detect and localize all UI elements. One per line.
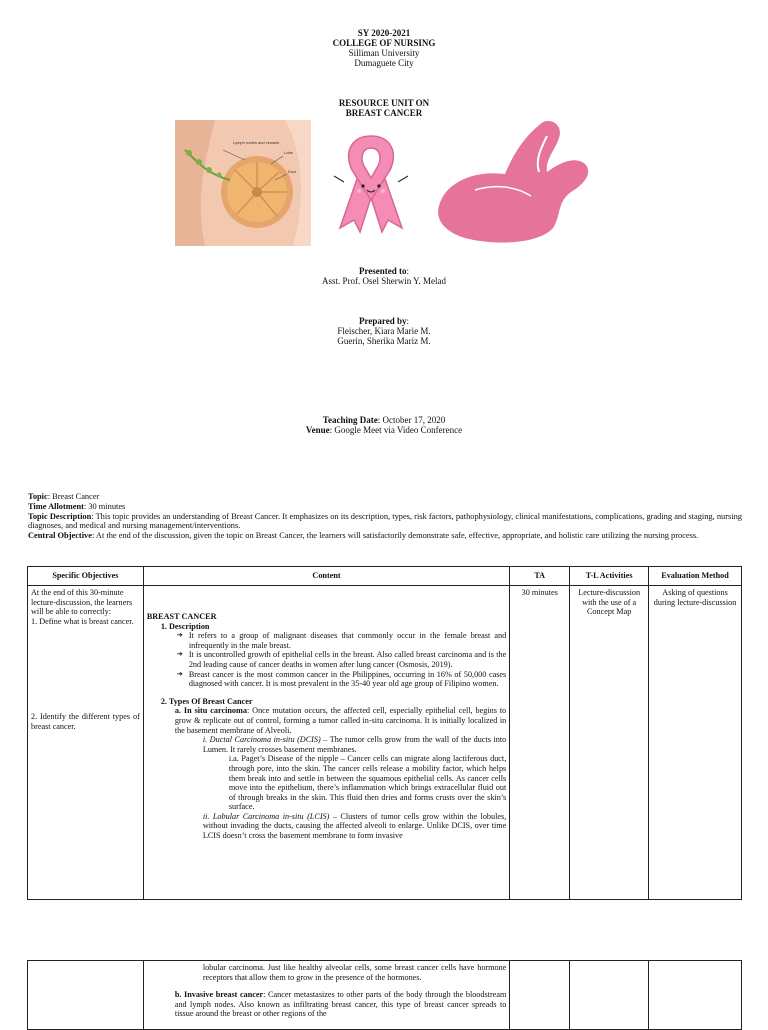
header-evaluation: Evaluation Method (649, 567, 742, 586)
table-header-row (28, 567, 742, 586)
ta-cell: 30 minutes (510, 586, 570, 900)
paget-text: i.a. Paget’s Disease of the nipple – Cancer cells can migrate along lactiferous duct, through pore, into the skin. The cancer cells release a mobility factor, which helps them break into and settle in between the squamous epithelial cells. As cancer cells move into the epithelium, there’s inflammation which brings extracellular fluid out of through breaks in the skin. This fluid then dries and forms crusts over the skin’s surface. (228, 754, 507, 812)
description-item-3: ➔ Breast cancer is the most common cancer in the Philippines, occurring in 16% of 50,000 cases diagnosed with cancer. It is most prevalent in the 35-40 year old age group of Filipino women. (147, 670, 506, 689)
presented-name: Asst. Prof. Osel Sherwin Y. Melad (322, 276, 446, 286)
topic-value: : Breast Cancer (47, 492, 100, 501)
eval-cell-continued (649, 961, 742, 1030)
objective-label: Central Objective (28, 531, 92, 541)
content-cell-continued (143, 961, 510, 1030)
invasive-text: : Cancer metastasizes to other parts of the body through the bloodstream and lymph nodes. Also known as infiltrating breast cancer, this type of breast cancer spreads to tissue around the breast or other regions of the (174, 990, 507, 1019)
teaching-date: : October 17, 2020 (377, 415, 446, 425)
header-content: Content (143, 567, 509, 586)
city-name: Dumaguete City (354, 58, 414, 68)
description-label: Topic Description (28, 511, 92, 521)
lcis-continued: lobular carcinoma. Just like healthy alveolar cells, some breast cancer cells have hormone receptors that allow them to grow in the presence of the hormones. (202, 963, 507, 982)
school-year: SY 2020-2021 (357, 28, 411, 38)
header-ta: TA (510, 567, 570, 586)
presented-label: Presented to (358, 266, 407, 276)
anatomy-label-lobe: Lobe (284, 150, 293, 155)
objectives-intro: At the end of this 30-minute lecture-discussion, the learners will be able to correctly: (31, 588, 133, 617)
insitu-label: a. In situ carcinoma (174, 706, 247, 716)
dcis-label: i. Ductal Carcinoma in-situ (DCIS) (202, 735, 321, 745)
presented-to-block: Presented to: Asst. Prof. Osel Sherwin Y. Melad (0, 266, 768, 286)
description-item-1: ➔ It refers to a group of malignant diseases that commonly occur in the female breast and infrequently in the male breast. (147, 631, 506, 650)
teaching-date-label: Teaching Date (322, 415, 378, 425)
ta-cell-continued (510, 961, 570, 1030)
prepared-label: Prepared by (359, 316, 407, 326)
resource-line-1: RESOURCE UNIT ON (338, 98, 430, 108)
dcis-text: – The tumor cells grow from the wall of the ducts into Lumen. It rarely crosses basement membranes. (202, 735, 507, 754)
time-value: : 30 minutes (83, 501, 126, 511)
invasive-label: b. Invasive breast cancer (174, 990, 264, 1000)
resource-line-2: BREAST CANCER (345, 108, 423, 118)
table-row (28, 961, 742, 1030)
time-label: Time Allotment (28, 501, 84, 511)
anatomy-label-lymph: Lymph nodes and vessels (233, 140, 280, 145)
tl-activities-cell: Lecture-discussion with the use of a Concept Map (570, 586, 649, 900)
objectives-cell-continued (28, 961, 144, 1030)
topic-label: Topic (28, 492, 48, 501)
venue: : Google Meet via Video Conference (329, 425, 463, 435)
header-tl-activities: T-L Activities (570, 567, 649, 586)
objective-value: : At the end of the discussion, given the topic on Breast Cancer, the learners will satisfactorily demonstrate safe, effective, appropriate, and holistic care utilizing the nursing process. (91, 531, 699, 541)
table-row (28, 586, 742, 900)
university-name: Silliman University (348, 48, 420, 58)
anatomy-label-duct: Duct (288, 169, 297, 174)
lcis-text: – Clusters of tumor cells grow within the lobules, without invading the ducts, causing the affected alveoli to enlarge. Unlike DCIS, over time LCIS doesn’t cross the basement membrane to form invasive (202, 811, 507, 841)
prepared-name-2: Guerin, Sherika Mariz M. (337, 336, 431, 346)
college-name: COLLEGE OF NURSING (332, 38, 436, 48)
woman-silhouette-icon (435, 120, 593, 246)
breast-anatomy-illustration (175, 120, 311, 246)
header-specific-objectives: Specific Objectives (28, 567, 144, 586)
types-heading: 2. Types Of Breast Cancer (160, 696, 253, 706)
topic-info (28, 492, 742, 541)
illustrations-row (0, 118, 768, 248)
content-cell (143, 586, 509, 900)
tl-cell-continued (570, 961, 649, 1030)
prepared-name-1: Fleischer, Kiara Marie M. (337, 326, 431, 336)
venue-label: Venue (305, 425, 330, 435)
resource-unit-table (27, 566, 742, 900)
objective-2: 2. Identify the different types of breast cancer. (31, 712, 140, 731)
teaching-info-block (0, 415, 768, 435)
content-title: BREAST CANCER (146, 612, 217, 621)
insitu-text: : Once mutation occurs, the affected cell, especially epithelial cell, begins to grow & replicate out of control, forming a tumor called in-situ carcinoma. It is initially localized in the basement membrane of Alveoli. (174, 706, 507, 735)
description-heading: 1. Description (160, 621, 210, 631)
prepared-by-block: Prepared by: Fleischer, Kiara Marie M. Guerin, Sherika Mariz M. (0, 316, 768, 346)
description-item-2: ➔ It is uncontrolled growth of epithelial cells in the breast. Also called breast carcinoma and is the 2nd leading cause of cancer deaths in women after lung cancer (Osmosis, 2019). (147, 650, 506, 669)
description-value: : This topic provides an understanding of Breast Cancer. It emphasizes on its description, types, risk factors, pathophysiology, clinical manifestations, complications, grading and staging, nursing diagnoses, and medical and nursing management/interventions. (28, 511, 742, 531)
document-header (0, 28, 768, 68)
objective-1: 1. Define what is breast cancer. (31, 616, 134, 626)
lcis-label: ii. Lobular Carcinoma in-situ (LCIS) (202, 811, 330, 821)
resource-unit-title (0, 98, 768, 118)
evaluation-cell: Asking of questions during lecture-discussion (649, 586, 742, 900)
objectives-cell (28, 586, 144, 900)
resource-unit-table-continued (27, 960, 742, 1030)
pink-ribbon-icon (330, 128, 412, 236)
